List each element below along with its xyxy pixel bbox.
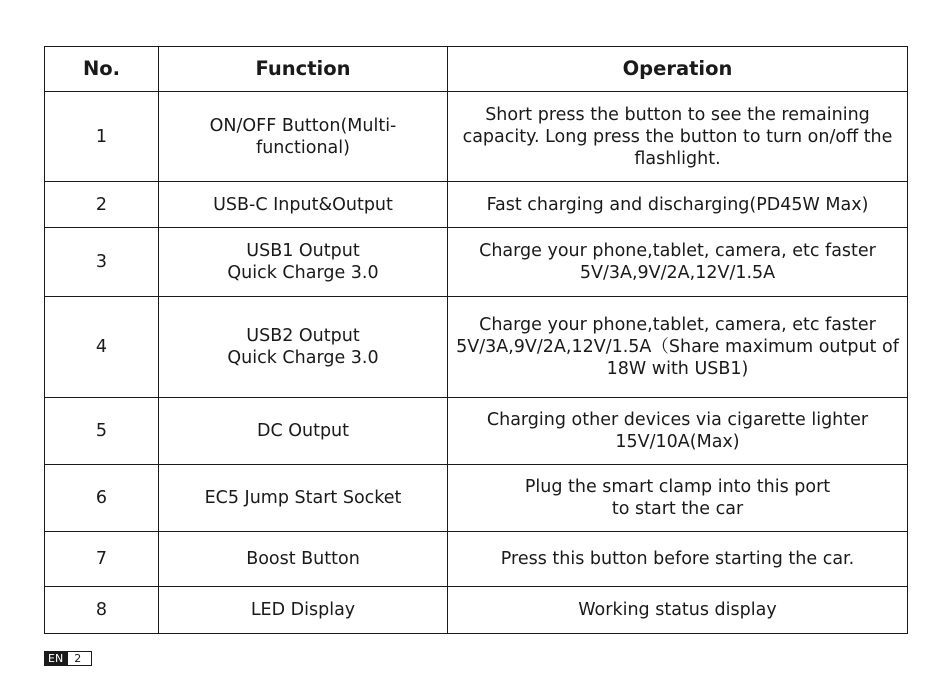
table-row — [45, 587, 908, 634]
row-function: Boost Button — [159, 532, 448, 587]
function-table — [44, 46, 908, 634]
table-row — [45, 532, 908, 587]
page-footer — [44, 651, 92, 666]
row-function: DC Output — [159, 398, 448, 465]
row-function: LED Display — [159, 587, 448, 634]
row-function: USB-C Input&Output — [159, 182, 448, 228]
page-number: 2 — [67, 651, 92, 666]
row-operation: Charge your phone,tablet, camera, etc faster 5V/3A,9V/2A,12V/1.5A（Share maximum output of 18W with USB1) — [448, 297, 908, 398]
table-row — [45, 398, 908, 465]
language-badge: EN — [44, 651, 67, 666]
row-function: ON/OFF Button(Multi- functional) — [159, 92, 448, 182]
row-number: 7 — [45, 532, 159, 587]
row-function: EC5 Jump Start Socket — [159, 465, 448, 532]
row-number: 5 — [45, 398, 159, 465]
row-operation: Fast charging and discharging(PD45W Max) — [448, 182, 908, 228]
row-operation: Plug the smart clamp into this port to start the car — [448, 465, 908, 532]
row-number: 2 — [45, 182, 159, 228]
row-number: 1 — [45, 92, 159, 182]
table-row — [45, 182, 908, 228]
row-operation: Charge your phone,tablet, camera, etc faster 5V/3A,9V/2A,12V/1.5A — [448, 228, 908, 297]
row-function: USB2 Output Quick Charge 3.0 — [159, 297, 448, 398]
row-number: 6 — [45, 465, 159, 532]
table-row — [45, 228, 908, 297]
row-number: 4 — [45, 297, 159, 398]
row-number: 8 — [45, 587, 159, 634]
table-row — [45, 92, 908, 182]
row-function: USB1 Output Quick Charge 3.0 — [159, 228, 448, 297]
row-operation: Working status display — [448, 587, 908, 634]
header-function: Function — [159, 47, 448, 92]
header-operation: Operation — [448, 47, 908, 92]
row-number: 3 — [45, 228, 159, 297]
table-header-row — [45, 47, 908, 92]
header-no: No. — [45, 47, 159, 92]
row-operation: Press this button before starting the car. — [448, 532, 908, 587]
row-operation: Charging other devices via cigarette lighter 15V/10A(Max) — [448, 398, 908, 465]
table-row — [45, 297, 908, 398]
table-row — [45, 465, 908, 532]
row-operation: Short press the button to see the remaining capacity. Long press the button to turn on/off the flashlight. — [448, 92, 908, 182]
